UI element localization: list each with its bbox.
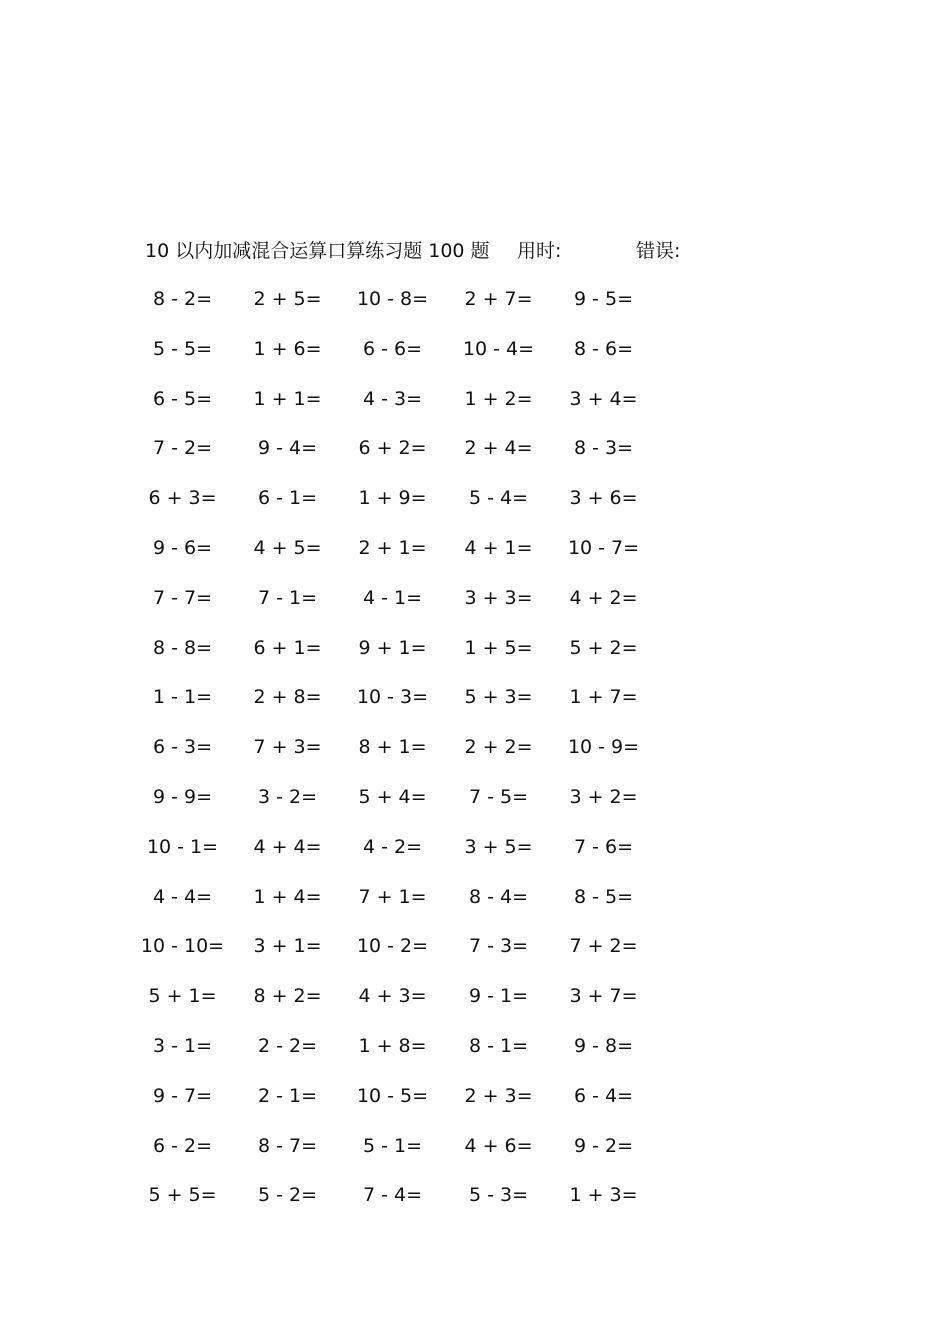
problem-row: [130, 733, 670, 783]
problem-cell: 5 + 5=: [148, 1184, 217, 1207]
worksheet-title: 10 以内加减混合运算口算练习题 100 题: [145, 240, 490, 262]
problem-cell: 2 + 3=: [464, 1084, 533, 1107]
problem-cell: 4 - 2=: [362, 835, 423, 858]
problem-row: [130, 434, 670, 484]
problem-cell: 8 - 5=: [573, 885, 634, 908]
problem-cell: 1 + 5=: [464, 636, 533, 659]
problem-cell: 9 - 2=: [573, 1134, 634, 1157]
problem-row: [130, 833, 670, 883]
problem-row: [130, 335, 670, 385]
problem-cell: 4 + 4=: [253, 835, 322, 858]
problem-cell: 8 + 1=: [358, 736, 427, 759]
problem-cell: 2 + 1=: [358, 536, 427, 559]
problem-cell: 3 + 4=: [569, 387, 638, 410]
problem-cell: 7 - 6=: [573, 835, 634, 858]
problem-cell: 1 + 1=: [253, 387, 322, 410]
problem-grid: [130, 285, 670, 1231]
problem-cell: 10 - 3=: [356, 686, 429, 709]
problem-cell: 7 - 1=: [257, 586, 318, 609]
problem-cell: 6 - 1=: [257, 487, 318, 510]
problem-row: [130, 1082, 670, 1132]
problem-cell: 6 + 2=: [358, 437, 427, 460]
problem-cell: 1 + 9=: [358, 487, 427, 510]
problem-cell: 3 + 2=: [569, 785, 638, 808]
problem-cell: 8 - 8=: [152, 636, 213, 659]
problem-cell: 2 - 1=: [257, 1084, 318, 1107]
problem-cell: 9 - 9=: [152, 785, 213, 808]
problem-cell: 5 + 1=: [148, 985, 217, 1008]
problem-cell: 1 - 1=: [152, 686, 213, 709]
problem-cell: 8 - 1=: [468, 1034, 529, 1057]
problem-cell: 3 + 6=: [569, 487, 638, 510]
problem-cell: 8 + 2=: [253, 985, 322, 1008]
problem-row: [130, 932, 670, 982]
problem-cell: 6 - 3=: [152, 736, 213, 759]
worksheet-header: [145, 236, 745, 264]
time-used-label: 用时:: [517, 240, 562, 262]
problem-cell: 10 - 1=: [146, 835, 219, 858]
problem-cell: 7 - 3=: [468, 935, 529, 958]
problem-cell: 6 + 1=: [253, 636, 322, 659]
problem-cell: 3 + 3=: [464, 586, 533, 609]
problem-cell: 7 - 7=: [152, 586, 213, 609]
problem-cell: 4 + 1=: [464, 536, 533, 559]
problem-cell: 8 - 2=: [152, 288, 213, 310]
problem-cell: 2 - 2=: [257, 1034, 318, 1057]
problem-row: [130, 1181, 670, 1231]
problem-cell: 10 - 8=: [356, 288, 429, 310]
problem-cell: 4 + 6=: [464, 1134, 533, 1157]
problem-cell: 10 - 7=: [567, 536, 640, 559]
problem-cell: 9 + 1=: [358, 636, 427, 659]
problem-cell: 8 - 3=: [573, 437, 634, 460]
problem-row: [130, 534, 670, 584]
problem-cell: 1 + 4=: [253, 885, 322, 908]
problem-cell: 10 - 5=: [356, 1084, 429, 1107]
problem-cell: 9 - 6=: [152, 536, 213, 559]
problem-cell: 6 + 3=: [148, 487, 217, 510]
problem-row: [130, 883, 670, 933]
problem-cell: 4 - 3=: [362, 387, 423, 410]
problem-cell: 9 - 4=: [257, 437, 318, 460]
problem-cell: 7 + 3=: [253, 736, 322, 759]
problem-cell: 3 - 1=: [152, 1034, 213, 1057]
problem-cell: 5 - 1=: [362, 1134, 423, 1157]
problem-cell: 5 - 3=: [468, 1184, 529, 1207]
problem-cell: 9 - 1=: [468, 985, 529, 1008]
problem-cell: 9 - 5=: [573, 288, 634, 310]
problem-cell: 3 - 2=: [257, 785, 318, 808]
problem-cell: 10 - 2=: [356, 935, 429, 958]
problem-cell: 1 + 3=: [569, 1184, 638, 1207]
problem-cell: 4 + 3=: [358, 985, 427, 1008]
problem-cell: 4 - 1=: [362, 586, 423, 609]
problem-row: [130, 1032, 670, 1082]
problem-cell: 3 + 1=: [253, 935, 322, 958]
problem-cell: 2 + 8=: [253, 686, 322, 709]
problem-cell: 8 - 4=: [468, 885, 529, 908]
problem-cell: 1 + 2=: [464, 387, 533, 410]
problem-cell: 10 - 10=: [140, 935, 225, 958]
problem-row: [130, 683, 670, 733]
problem-cell: 7 - 5=: [468, 785, 529, 808]
problem-cell: 7 + 1=: [358, 885, 427, 908]
errors-label: 错误:: [636, 240, 681, 262]
problem-row: [130, 783, 670, 833]
problem-cell: 1 + 6=: [253, 337, 322, 360]
problem-cell: 6 - 5=: [152, 387, 213, 410]
problem-cell: 5 - 5=: [152, 337, 213, 360]
problem-cell: 9 - 8=: [573, 1034, 634, 1057]
problem-cell: 5 + 3=: [464, 686, 533, 709]
problem-cell: 4 + 5=: [253, 536, 322, 559]
problem-cell: 4 - 4=: [152, 885, 213, 908]
problem-row: [130, 385, 670, 435]
problem-cell: 1 + 7=: [569, 686, 638, 709]
problem-cell: 2 + 7=: [464, 288, 533, 310]
problem-cell: 6 - 4=: [573, 1084, 634, 1107]
problem-cell: 8 - 6=: [573, 337, 634, 360]
problem-row: [130, 484, 670, 534]
problem-cell: 2 + 4=: [464, 437, 533, 460]
problem-cell: 2 + 2=: [464, 736, 533, 759]
problem-row: [130, 634, 670, 684]
problem-cell: 7 + 2=: [569, 935, 638, 958]
problem-cell: 7 - 4=: [362, 1184, 423, 1207]
problem-cell: 3 + 7=: [569, 985, 638, 1008]
problem-cell: 2 + 5=: [253, 288, 322, 310]
problem-cell: 6 - 2=: [152, 1134, 213, 1157]
problem-cell: 6 - 6=: [362, 337, 423, 360]
problem-cell: 3 + 5=: [464, 835, 533, 858]
problem-cell: 10 - 4=: [462, 337, 535, 360]
problem-row: [130, 1132, 670, 1182]
problem-cell: 7 - 2=: [152, 437, 213, 460]
problem-cell: 8 - 7=: [257, 1134, 318, 1157]
problem-cell: 9 - 7=: [152, 1084, 213, 1107]
problem-cell: 5 - 2=: [257, 1184, 318, 1207]
problem-row: [130, 584, 670, 634]
problem-cell: 5 + 4=: [358, 785, 427, 808]
problem-cell: 1 + 8=: [358, 1034, 427, 1057]
problem-cell: 10 - 9=: [567, 736, 640, 759]
problem-row: [130, 982, 670, 1032]
problem-cell: 5 - 4=: [468, 487, 529, 510]
problem-row: [130, 285, 670, 335]
problem-cell: 5 + 2=: [569, 636, 638, 659]
problem-cell: 4 + 2=: [569, 586, 638, 609]
